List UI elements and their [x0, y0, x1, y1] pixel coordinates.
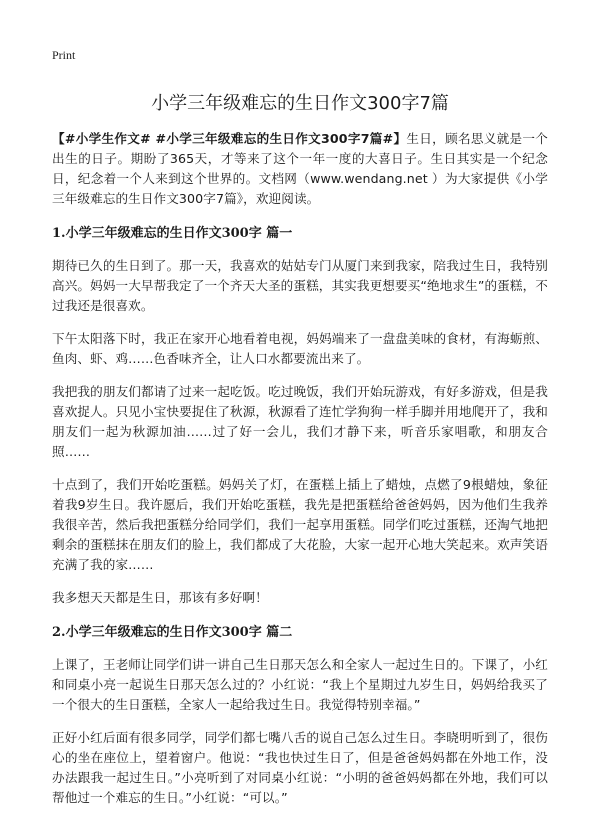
- intro-paragraph: [52, 129, 548, 209]
- intro-tag: 【#小学生作文# #小学三年级难忘的生日作文300字7篇#】: [52, 131, 407, 146]
- section-heading: 1.小学三年级难忘的生日作文300字 篇一: [52, 226, 293, 241]
- section-heading: 2.小学三年级难忘的生日作文300字 篇二: [52, 625, 293, 640]
- paragraph: 下午太阳落下时，我正在家开心地看着电视，妈妈端来了一盘盘美味的食材，有海蛎煎、鱼肉、虾、鸡……色香味齐全，让人口水都要流出来了。: [52, 331, 548, 366]
- paragraph: 期待已久的生日到了。那一天，我喜欢的姑姑专门从厦门来到我家，陪我过生日，我特别高兴。妈妈一大早帮我定了一个齐天大圣的蛋糕，其实我更想要买“绝地求生”的蛋糕，不过我还是很喜欢。: [52, 258, 548, 313]
- paragraph: 我把我的朋友们都请了过来一起吃饭。吃过晚饭，我们开始玩游戏，有好多游戏，但是我喜欢捉人。只见小宝快要捉住了秋源，秋源看了连忙学狗狗一样手脚并用地爬开了，我和朋友们一起为秋源加油……过了好一会儿，我们才静下来，听音乐家唱歌，和朋友合照……: [52, 384, 548, 459]
- page-title: 小学三年级难忘的生日作文300字7篇: [151, 93, 449, 114]
- intro-text: 生日，顾名思义就是一个出生的日子。期盼了365天，才等来了这个一年一度的大喜日子。生日其实是一个纪念日，纪念着一个人来到这个世界的。文档网（www.wendang.net ）为大家提供《小学三年级难忘的生日作文300字7篇》，欢迎阅读。: [52, 131, 548, 206]
- paragraph: 上课了，王老师让同学们讲一讲自己生日那天怎么和全家人一起过生日的。下课了，小红和同桌小亮一起说生日那天怎么过的？小红说：“我上个星期过九岁生日，妈妈给我买了一个很大的生日蛋糕，全家人一起给我过生日。我觉得特别幸福。”: [52, 657, 548, 712]
- paragraph: 正好小红后面有很多同学，同学们都七嘴八舌的说自己怎么过生日。李晓明听到了，很伤心的坐在座位上，望着窗户。他说：“我也快过生日了，但是爸爸妈妈都在外地工作，没办法跟我一起过生日。”小亮听到了对同桌小红说：“小明的爸爸妈妈都在外地，我们可以帮他过一个难忘的生日。”小红说：“可以。”: [52, 730, 548, 805]
- paragraph: 我多想天天都是生日，那该有多好啊！: [52, 590, 268, 605]
- print-link[interactable]: Print: [52, 48, 76, 62]
- paragraph: 十点到了，我们开始吃蛋糕。妈妈关了灯，在蛋糕上插上了蜡烛，点燃了9根蜡烛，象征着我9岁生日。我许愿后，我们开始吃蛋糕，我先是把蛋糕给爸爸妈妈，因为他们生我养我很辛苦，然后我把蛋糕分给同学们，我们一起享用蛋糕。同学们吃过蛋糕，还淘气地把剩余的蛋糕抹在朋友们的脸上，我们都成了大花脸，大家一起开心地大笑起来。欢声笑语充满了我的家……: [52, 477, 548, 572]
